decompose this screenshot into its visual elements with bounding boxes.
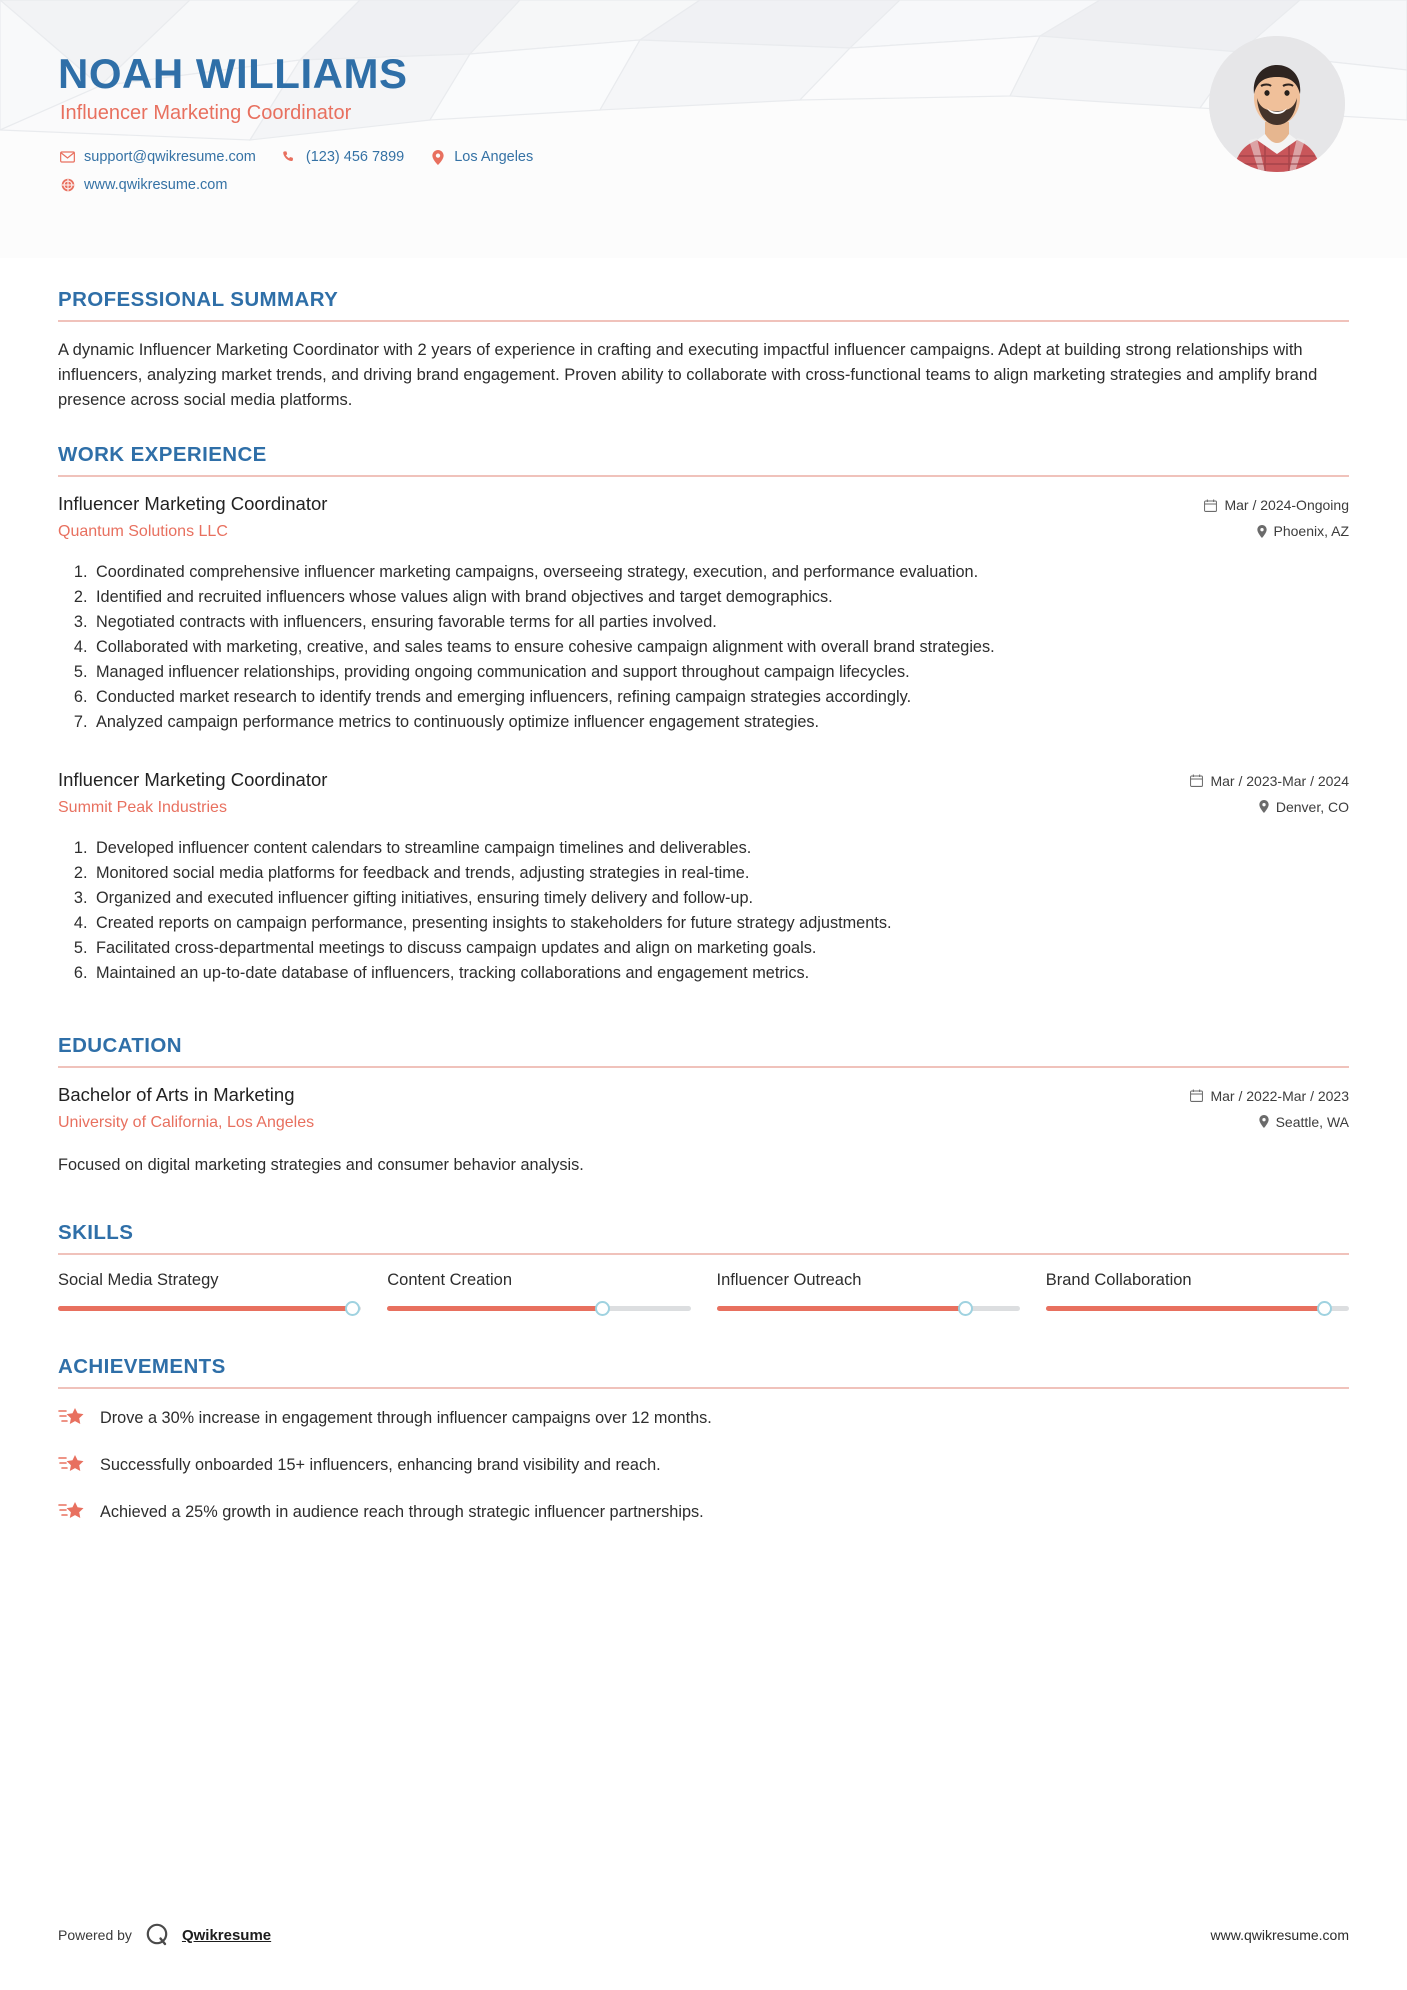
- section-professional-summary: [58, 288, 1349, 413]
- list-item: 4. Collaborated with marketing, creative, and sales teams to ensure cohesive campaign alignment with overall brand strategies.: [92, 636, 1349, 660]
- list-item: 1. Developed influencer content calendars to streamline campaign timelines and deliverables.: [92, 837, 1349, 861]
- skill-label: Influencer Outreach: [716, 1271, 862, 1290]
- entry-date-text: Mar / 2022-Mar / 2023: [1210, 1087, 1349, 1104]
- list-item: [58, 1499, 1349, 1524]
- list-item: 2. Identified and recruited influencers whose values align with brand objectives and target demographics.: [92, 586, 1349, 610]
- page-title: NOAH WILLIAMS: [58, 50, 408, 97]
- entry-location: [1204, 523, 1349, 539]
- list-item: 2. Monitored social media platforms for feedback and trends, adjusting strategies in real-time.: [92, 862, 1349, 886]
- section-divider: [58, 1066, 1349, 1068]
- entry-job-title: Influencer Marketing Coordinator: [58, 768, 328, 790]
- list-item: 6. Conducted market research to identify trends and emerging influencers, refining campaign strategies accordingly.: [92, 686, 1349, 710]
- brand-name[interactable]: Qwikresume: [181, 1926, 272, 1944]
- achievement-text: Drove a 30% increase in engagement through influencer campaigns over 12 months.: [100, 1409, 712, 1428]
- entry-location-text: Phoenix, AZ: [1273, 523, 1349, 540]
- list-item: 7. Analyzed campaign performance metrics to continuously optimize influencer engagement strategies.: [92, 711, 1349, 735]
- skill-progress-knob: [595, 1301, 610, 1316]
- skill-item: [717, 1271, 1020, 1311]
- contact-email[interactable]: [60, 149, 256, 165]
- phone-icon: [282, 150, 297, 165]
- skill-progress-knob: [1317, 1301, 1332, 1316]
- section-title-achievements: ACHIEVEMENTS: [58, 1355, 226, 1379]
- section-achievements: [58, 1355, 1349, 1523]
- job-role-subtitle: Influencer Marketing Coordinator: [60, 102, 352, 125]
- entry-description: Focused on digital marketing strategies and consumer behavior analysis.: [58, 1155, 584, 1174]
- calendar-icon: [1190, 774, 1203, 787]
- contact-location: [430, 149, 533, 165]
- avatar: [1209, 36, 1345, 172]
- skill-label: Brand Collaboration: [1045, 1271, 1192, 1290]
- globe-icon: [60, 178, 75, 193]
- contact-row-secondary: [60, 177, 1347, 193]
- entry-job-title: Influencer Marketing Coordinator: [58, 493, 328, 515]
- calendar-icon: [1204, 499, 1217, 512]
- section-divider: [58, 1253, 1349, 1255]
- contact-phone[interactable]: [282, 149, 404, 165]
- qwikresume-logo-icon: [144, 1922, 170, 1948]
- entry-company: Summit Peak Industries: [58, 798, 227, 816]
- list-item: 3. Organized and executed influencer gifting initiatives, ensuring timely delivery and follow-up.: [92, 887, 1349, 911]
- entry-degree-title: Bachelor of Arts in Marketing: [58, 1083, 295, 1105]
- section-title-summary: PROFESSIONAL SUMMARY: [58, 288, 339, 311]
- achievement-text: Achieved a 25% growth in audience reach through strategic influencer partnerships.: [100, 1502, 704, 1521]
- section-divider: [58, 1387, 1349, 1389]
- powered-by: [58, 1922, 271, 1948]
- experience-entry: [58, 769, 1349, 986]
- envelope-icon: [60, 150, 75, 165]
- list-item: [58, 1405, 1349, 1430]
- skills-grid: [58, 1271, 1349, 1311]
- map-marker-icon: [1259, 800, 1269, 813]
- skill-progress-fill: [717, 1306, 966, 1311]
- entry-location-text: Denver, CO: [1275, 798, 1349, 815]
- section-title-skills: SKILLS: [58, 1221, 134, 1245]
- list-item: 6. Maintained an up-to-date database of influencers, tracking collaborations and engagement metrics.: [92, 962, 1349, 986]
- contact-website-text: www.qwikresume.com: [84, 177, 228, 194]
- map-marker-icon: [1257, 525, 1267, 538]
- powered-by-label: Powered by: [58, 1927, 132, 1943]
- entry-date: [1190, 773, 1349, 789]
- education-entry: [58, 1084, 1349, 1178]
- section-divider: [58, 320, 1349, 322]
- contact-location-text: Los Angeles: [454, 149, 534, 166]
- skill-label: Social Media Strategy: [58, 1271, 219, 1290]
- skill-item: [1046, 1271, 1349, 1311]
- achievements-list: [58, 1405, 1349, 1523]
- skill-progress-knob: [958, 1301, 973, 1316]
- entry-bullet-list: [58, 561, 1349, 735]
- skill-progress-bar: [387, 1306, 690, 1311]
- contact-row-primary: [60, 149, 1347, 165]
- entry-bullet-list: [58, 837, 1349, 986]
- resume-header: [0, 0, 1407, 258]
- section-work-experience: [58, 443, 1349, 985]
- summary-paragraph: A dynamic Influencer Marketing Coordinator with 2 years of experience in crafting and executing impactful influencer campaigns. Adept at building strong relationships with influencers, analyzing market trends, and driving brand engagement. Proven ability to collaborate with cross-functional teams to align marketing strategies and amplify brand presence across social media platforms.: [58, 341, 1318, 410]
- contact-phone-text: (123) 456 7899: [305, 149, 405, 166]
- skill-progress-knob: [345, 1301, 360, 1316]
- location-pin-icon: [430, 150, 445, 165]
- entry-date: [1190, 1088, 1349, 1104]
- list-item: 3. Negotiated contracts with influencers, ensuring favorable terms for all parties involved.: [92, 611, 1349, 635]
- section-title-education: EDUCATION: [58, 1033, 182, 1057]
- entry-date-text: Mar / 2024-Ongoing: [1224, 497, 1349, 514]
- contact-website[interactable]: [60, 177, 227, 193]
- entry-location: [1190, 799, 1349, 815]
- list-item: 4. Created reports on campaign performance, presenting insights to stakeholders for future strategy adjustments.: [92, 912, 1349, 936]
- entry-date: [1204, 497, 1349, 513]
- contact-email-text: support@qwikresume.com: [84, 149, 256, 166]
- section-divider: [58, 475, 1349, 477]
- skill-label: Content Creation: [387, 1271, 512, 1290]
- list-item: 1. Coordinated comprehensive influencer marketing campaigns, overseeing strategy, execution, and performance evaluation.: [92, 561, 1349, 585]
- section-skills: [58, 1221, 1349, 1311]
- list-item: 5. Managed influencer relationships, providing ongoing communication and support throughout campaign lifecycles.: [92, 661, 1349, 685]
- entry-school: University of California, Los Angeles: [58, 1113, 315, 1131]
- skill-item: [58, 1271, 361, 1311]
- skill-progress-bar: [717, 1306, 1020, 1311]
- achievement-text: Successfully onboarded 15+ influencers, enhancing brand visibility and reach.: [100, 1456, 661, 1475]
- skill-progress-fill: [1046, 1306, 1325, 1311]
- list-item: 5. Facilitated cross-departmental meetings to discuss campaign updates and align on marketing goals.: [92, 937, 1349, 961]
- skill-item: [387, 1271, 690, 1311]
- shooting-star-icon: [58, 1499, 84, 1523]
- entry-location: [1190, 1114, 1349, 1130]
- shooting-star-icon: [58, 1452, 84, 1476]
- entry-date-text: Mar / 2023-Mar / 2024: [1210, 772, 1349, 789]
- experience-entry: [58, 493, 1349, 735]
- entry-location-text: Seattle, WA: [1275, 1113, 1349, 1130]
- list-item: [58, 1452, 1349, 1477]
- map-marker-icon: [1259, 1115, 1269, 1128]
- skill-progress-bar: [58, 1306, 361, 1311]
- skill-progress-fill: [58, 1306, 352, 1311]
- section-title-experience: WORK EXPERIENCE: [58, 443, 267, 467]
- shooting-star-icon: [58, 1405, 84, 1429]
- skill-progress-fill: [387, 1306, 602, 1311]
- section-education: [58, 1034, 1349, 1178]
- calendar-icon: [1190, 1089, 1203, 1102]
- footer-website-url[interactable]: www.qwikresume.com: [1210, 1927, 1349, 1943]
- skill-progress-bar: [1046, 1306, 1349, 1311]
- page-footer: [0, 1922, 1407, 1948]
- entry-company: Quantum Solutions LLC: [58, 523, 228, 541]
